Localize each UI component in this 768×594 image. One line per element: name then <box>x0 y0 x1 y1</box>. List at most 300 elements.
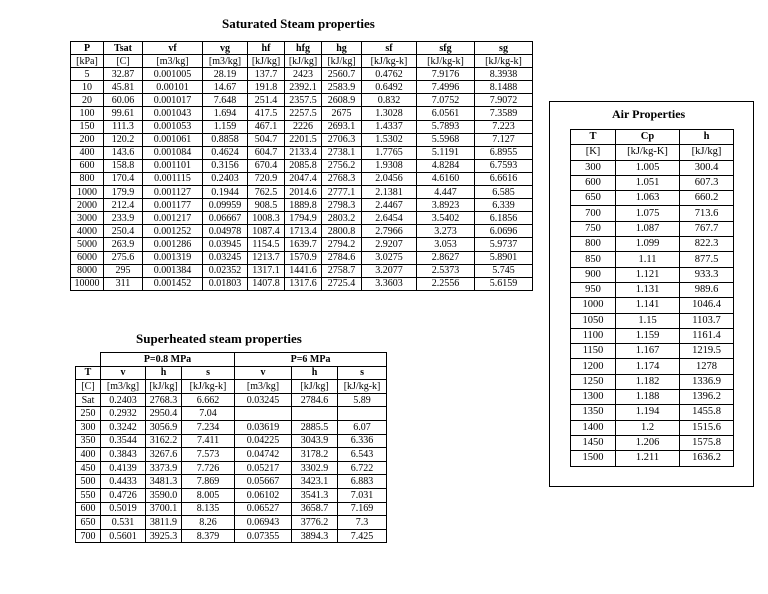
table-cell: 3776.2 <box>292 516 338 530</box>
table-cell: 2560.7 <box>322 68 362 81</box>
table-cell: 4.8284 <box>417 159 475 172</box>
table-cell: 0.3242 <box>101 420 146 434</box>
table-cell: 0.06527 <box>235 502 292 516</box>
table-cell: 1000 <box>71 186 104 199</box>
table-cell: 2.1381 <box>362 186 417 199</box>
table-cell: 200 <box>71 133 104 146</box>
table-cell: 4.6160 <box>417 172 475 185</box>
table-cell: 1.211 <box>616 451 680 466</box>
table-cell: 1317.1 <box>248 264 285 277</box>
table-cell: 2693.1 <box>322 120 362 133</box>
table-cell: 1100 <box>571 328 616 343</box>
table-cell: 0.832 <box>362 94 417 107</box>
table-row <box>571 191 734 206</box>
table-row <box>571 282 734 297</box>
table-cell: 158.8 <box>104 159 143 172</box>
table-cell: 3894.3 <box>292 529 338 543</box>
table-cell: 7.0752 <box>417 94 475 107</box>
table-row <box>71 186 533 199</box>
table-cell: 5.745 <box>475 264 533 277</box>
table-cell: 0.001127 <box>143 186 203 199</box>
table-cell: 0.3544 <box>101 434 146 448</box>
table-cell: 3.2077 <box>362 264 417 277</box>
saturated-unit-cell: [m3/kg] <box>143 55 203 68</box>
table-cell: 0.001452 <box>143 277 203 290</box>
table-cell: 191.8 <box>248 81 285 94</box>
table-cell: 0.04225 <box>235 434 292 448</box>
table-cell: 3.8923 <box>417 199 475 212</box>
air-body <box>571 160 734 466</box>
saturated-unit-cell: [kJ/kg] <box>248 55 285 68</box>
table-cell: 3043.9 <box>292 434 338 448</box>
table-cell: 0.03245 <box>203 251 248 264</box>
table-row <box>71 172 533 185</box>
saturated-header-cell: Tsat <box>104 42 143 55</box>
table-cell: 7.3 <box>338 516 387 530</box>
table-cell: 3.0275 <box>362 251 417 264</box>
table-cell: 7.869 <box>182 475 235 489</box>
table-cell: 0.8858 <box>203 133 248 146</box>
table-cell: 900 <box>571 267 616 282</box>
table-cell: 10000 <box>71 277 104 290</box>
table-cell: 100 <box>71 107 104 120</box>
table-cell: 600 <box>76 502 101 516</box>
table-cell: 1.075 <box>616 206 680 221</box>
table-row <box>571 328 734 343</box>
table-cell: 2201.5 <box>285 133 322 146</box>
table-cell: 6.0696 <box>475 225 533 238</box>
superheated-header-cell: h <box>292 366 338 380</box>
table-cell: 550 <box>76 488 101 502</box>
table-cell: 5 <box>71 68 104 81</box>
table-cell: 1154.5 <box>248 238 285 251</box>
table-cell: 0.05667 <box>235 475 292 489</box>
table-cell: 6.662 <box>182 393 235 407</box>
table-cell: 1000 <box>571 298 616 313</box>
table-cell: 989.6 <box>680 282 734 297</box>
table-cell: 1250 <box>571 374 616 389</box>
table-cell: 7.573 <box>182 448 235 462</box>
table-cell: 0.02352 <box>203 264 248 277</box>
table-cell: 2800.8 <box>322 225 362 238</box>
table-cell: 2768.3 <box>146 393 182 407</box>
table-cell: 0.001053 <box>143 120 203 133</box>
table-cell: 0.04742 <box>235 448 292 462</box>
table-cell: 0.4624 <box>203 146 248 159</box>
table-cell: 1.694 <box>203 107 248 120</box>
table-cell: 0.04978 <box>203 225 248 238</box>
table-cell: 0.06667 <box>203 212 248 225</box>
table-cell: 7.04 <box>182 407 235 421</box>
table-cell: 7.223 <box>475 120 533 133</box>
table-cell: 300.4 <box>680 160 734 175</box>
superheated-unit-cell: [m3/kg] <box>235 380 292 394</box>
table-cell: 0.09959 <box>203 199 248 212</box>
table-cell: 1.141 <box>616 298 680 313</box>
table-cell: 3590.0 <box>146 488 182 502</box>
table-cell: 3541.3 <box>292 488 338 502</box>
saturated-header-cell: vg <box>203 42 248 55</box>
table-cell: 0.6492 <box>362 81 417 94</box>
table-cell: 1713.4 <box>285 225 322 238</box>
table-cell: 0.4726 <box>101 488 146 502</box>
table-cell <box>338 407 387 421</box>
superheated-unit-cell: [kJ/kg-k] <box>338 380 387 394</box>
table-cell: 607.3 <box>680 175 734 190</box>
table-row <box>571 221 734 236</box>
table-cell: 2784.6 <box>292 393 338 407</box>
table-cell: 700 <box>571 206 616 221</box>
table-cell: 2.7966 <box>362 225 417 238</box>
table-cell: 1.7765 <box>362 146 417 159</box>
table-cell: 3925.3 <box>146 529 182 543</box>
table-row <box>571 237 734 252</box>
table-cell: 720.9 <box>248 172 285 185</box>
table-cell: 2014.6 <box>285 186 322 199</box>
table-cell: 850 <box>571 252 616 267</box>
superheated-header-row <box>76 366 387 380</box>
table-cell: 822.3 <box>680 237 734 252</box>
table-cell <box>235 407 292 421</box>
table-cell: 212.4 <box>104 199 143 212</box>
table-row <box>76 488 387 502</box>
table-cell: 2357.5 <box>285 94 322 107</box>
table-cell: 2583.9 <box>322 81 362 94</box>
table-cell: 233.9 <box>104 212 143 225</box>
table-cell: 800 <box>571 237 616 252</box>
table-cell: 1008.3 <box>248 212 285 225</box>
table-cell: 2725.4 <box>322 277 362 290</box>
table-cell: 5.1191 <box>417 146 475 159</box>
table-cell: 0.2403 <box>101 393 146 407</box>
table-cell: 0.03619 <box>235 420 292 434</box>
table-cell: 7.169 <box>338 502 387 516</box>
table-cell: 1636.2 <box>680 451 734 466</box>
table-cell: 1200 <box>571 359 616 374</box>
table-cell <box>292 407 338 421</box>
table-cell: 0.001115 <box>143 172 203 185</box>
table-cell: 6.0561 <box>417 107 475 120</box>
table-cell: 250 <box>76 407 101 421</box>
saturated-unit-cell: [kJ/kg-k] <box>362 55 417 68</box>
table-cell: 7.031 <box>338 488 387 502</box>
table-cell: 99.61 <box>104 107 143 120</box>
table-cell: 1.194 <box>616 405 680 420</box>
table-cell: 1500 <box>571 451 616 466</box>
table-row <box>571 374 734 389</box>
table-cell: 2758.7 <box>322 264 362 277</box>
table-cell: 5.89 <box>338 393 387 407</box>
table-cell: 660.2 <box>680 191 734 206</box>
air-unit-cell: [kJ/kg] <box>680 145 734 160</box>
table-cell: 1.206 <box>616 435 680 450</box>
table-row <box>76 502 387 516</box>
table-cell: 1.188 <box>616 390 680 405</box>
table-cell: 1.051 <box>616 175 680 190</box>
table-cell: 0.01803 <box>203 277 248 290</box>
table-cell: 650 <box>76 516 101 530</box>
table-cell: 4.447 <box>417 186 475 199</box>
table-cell: 2133.4 <box>285 146 322 159</box>
air-header-cell: T <box>571 130 616 145</box>
table-cell: 8.379 <box>182 529 235 543</box>
table-cell: 111.3 <box>104 120 143 133</box>
table-cell: 2798.3 <box>322 199 362 212</box>
air-properties-panel <box>549 101 754 487</box>
table-row <box>71 81 533 94</box>
table-cell: 1300 <box>571 390 616 405</box>
table-row <box>71 212 533 225</box>
table-cell: 1.11 <box>616 252 680 267</box>
table-cell: 5.9737 <box>475 238 533 251</box>
table-cell: 713.6 <box>680 206 734 221</box>
table-cell: 0.001286 <box>143 238 203 251</box>
table-cell: 2226 <box>285 120 322 133</box>
table-cell: 500 <box>76 475 101 489</box>
table-cell: 950 <box>571 282 616 297</box>
table-cell: 0.03245 <box>235 393 292 407</box>
table-cell: 7.4996 <box>417 81 475 94</box>
superheated-header-cell: v <box>101 366 146 380</box>
table-cell: 0.4762 <box>362 68 417 81</box>
saturated-unit-cell: [kJ/kg] <box>322 55 362 68</box>
table-cell: 3178.2 <box>292 448 338 462</box>
table-cell: 1400 <box>571 420 616 435</box>
table-cell: 1103.7 <box>680 313 734 328</box>
table-cell: 45.81 <box>104 81 143 94</box>
table-cell: 350 <box>76 434 101 448</box>
table-cell: 0.2403 <box>203 172 248 185</box>
table-cell: 7.411 <box>182 434 235 448</box>
table-cell: 6.07 <box>338 420 387 434</box>
table-cell: 8.1488 <box>475 81 533 94</box>
table-cell: 2675 <box>322 107 362 120</box>
superheated-header-cell: v <box>235 366 292 380</box>
table-cell: 8000 <box>71 264 104 277</box>
table-cell: 3423.1 <box>292 475 338 489</box>
table-row <box>76 461 387 475</box>
table-cell: 1.5302 <box>362 133 417 146</box>
table-cell: 1396.2 <box>680 390 734 405</box>
table-cell: 1794.9 <box>285 212 322 225</box>
table-cell: 3373.9 <box>146 461 182 475</box>
table-cell: 10 <box>71 81 104 94</box>
table-cell: 2.5373 <box>417 264 475 277</box>
table-cell: 1.159 <box>203 120 248 133</box>
table-cell: 0.001319 <box>143 251 203 264</box>
superheated-unit-cell: [C] <box>76 380 101 394</box>
table-cell: 3811.9 <box>146 516 182 530</box>
table-cell: 7.726 <box>182 461 235 475</box>
table-cell: 5.6159 <box>475 277 533 290</box>
table-cell: 3000 <box>71 212 104 225</box>
saturated-unit-cell: [kPa] <box>71 55 104 68</box>
saturated-header-cell: P <box>71 42 104 55</box>
table-row <box>76 448 387 462</box>
table-cell: 762.5 <box>248 186 285 199</box>
table-cell: 2.4467 <box>362 199 417 212</box>
table-cell: 877.5 <box>680 252 734 267</box>
table-cell: 467.1 <box>248 120 285 133</box>
table-cell: 0.4433 <box>101 475 146 489</box>
table-cell: 1450 <box>571 435 616 450</box>
table-row <box>571 451 734 466</box>
table-cell: 2.6454 <box>362 212 417 225</box>
table-row <box>71 107 533 120</box>
table-cell: 6000 <box>71 251 104 264</box>
table-cell: 1.4337 <box>362 120 417 133</box>
table-cell: 3.273 <box>417 225 475 238</box>
superheated-body <box>76 393 387 543</box>
table-cell: 60.06 <box>104 94 143 107</box>
saturated-header-cell: vf <box>143 42 203 55</box>
table-cell: 1350 <box>571 405 616 420</box>
table-row <box>71 225 533 238</box>
air-header-row <box>571 130 734 145</box>
table-cell: 0.001005 <box>143 68 203 81</box>
saturated-header-cell: hg <box>322 42 362 55</box>
table-cell: 1.121 <box>616 267 680 282</box>
table-cell: 7.9072 <box>475 94 533 107</box>
air-unit-cell: [kJ/kg-K] <box>616 145 680 160</box>
table-cell: 8.26 <box>182 516 235 530</box>
saturated-units-row <box>71 55 533 68</box>
saturated-unit-cell: [kJ/kg-k] <box>475 55 533 68</box>
table-row <box>76 516 387 530</box>
table-row <box>71 277 533 290</box>
table-cell: 1.2 <box>616 420 680 435</box>
table-cell: 0.001384 <box>143 264 203 277</box>
table-cell: 1219.5 <box>680 344 734 359</box>
table-cell: 2.0456 <box>362 172 417 185</box>
table-cell: 400 <box>71 146 104 159</box>
table-cell: 1575.8 <box>680 435 734 450</box>
table-cell: 1.159 <box>616 328 680 343</box>
table-cell: 3.5402 <box>417 212 475 225</box>
superheated-corner <box>76 353 101 367</box>
table-cell: 1050 <box>571 313 616 328</box>
table-row <box>71 120 533 133</box>
table-row <box>571 298 734 313</box>
table-cell: 5.5968 <box>417 133 475 146</box>
table-row <box>76 529 387 543</box>
table-cell: 2803.2 <box>322 212 362 225</box>
table-cell: 6.336 <box>338 434 387 448</box>
table-cell: 1455.8 <box>680 405 734 420</box>
table-cell: 2738.1 <box>322 146 362 159</box>
table-cell: 1.9308 <box>362 159 417 172</box>
table-cell: 0.06943 <box>235 516 292 530</box>
superheated-group-2: P=6 MPa <box>235 353 387 367</box>
table-row <box>71 264 533 277</box>
table-cell: 0.001084 <box>143 146 203 159</box>
table-cell: 120.2 <box>104 133 143 146</box>
table-row <box>76 407 387 421</box>
table-cell: 1150 <box>571 344 616 359</box>
superheated-units-row <box>76 380 387 394</box>
table-cell: 908.5 <box>248 199 285 212</box>
table-cell: 417.5 <box>248 107 285 120</box>
table-cell: 750 <box>571 221 616 236</box>
superheated-unit-cell: [kJ/kg] <box>146 380 182 394</box>
saturated-body <box>71 68 533 291</box>
table-cell: 6.8955 <box>475 146 533 159</box>
superheated-unit-cell: [kJ/kg-k] <box>182 380 235 394</box>
table-cell: 0.03945 <box>203 238 248 251</box>
table-cell: 0.07355 <box>235 529 292 543</box>
table-row <box>571 420 734 435</box>
table-row <box>71 68 533 81</box>
air-units-row <box>571 145 734 160</box>
table-cell: 1.099 <box>616 237 680 252</box>
table-cell: 8.135 <box>182 502 235 516</box>
table-cell: 1278 <box>680 359 734 374</box>
table-cell: 311 <box>104 277 143 290</box>
table-row <box>571 359 734 374</box>
table-cell: 28.19 <box>203 68 248 81</box>
table-cell: 250.4 <box>104 225 143 238</box>
table-cell: 7.3589 <box>475 107 533 120</box>
table-cell: 0.1944 <box>203 186 248 199</box>
table-cell: 0.001177 <box>143 199 203 212</box>
table-cell: 2777.1 <box>322 186 362 199</box>
table-row <box>71 159 533 172</box>
superheated-header-cell: T <box>76 366 101 380</box>
table-cell: 3162.2 <box>146 434 182 448</box>
table-cell: 7.234 <box>182 420 235 434</box>
table-cell: 170.4 <box>104 172 143 185</box>
superheated-header-cell: s <box>338 366 387 380</box>
table-cell: 7.425 <box>338 529 387 543</box>
table-cell: 0.531 <box>101 516 146 530</box>
table-cell: 251.4 <box>248 94 285 107</box>
table-cell: 0.4139 <box>101 461 146 475</box>
table-cell: 2794.2 <box>322 238 362 251</box>
table-cell: 2392.1 <box>285 81 322 94</box>
table-cell: 2257.5 <box>285 107 322 120</box>
table-cell: 2.8627 <box>417 251 475 264</box>
table-cell: 6.585 <box>475 186 533 199</box>
table-cell: 1.182 <box>616 374 680 389</box>
table-row <box>571 160 734 175</box>
table-cell: 2000 <box>71 199 104 212</box>
table-cell: 0.05217 <box>235 461 292 475</box>
table-cell: 3.3603 <box>362 277 417 290</box>
air-title: Air Properties <box>612 107 686 121</box>
table-cell: 400 <box>76 448 101 462</box>
superheated-steam-table <box>75 352 387 543</box>
table-cell: 3056.9 <box>146 420 182 434</box>
saturated-header-row <box>71 42 533 55</box>
table-cell: 1336.9 <box>680 374 734 389</box>
table-cell: 0.5601 <box>101 529 146 543</box>
table-cell: 2784.6 <box>322 251 362 264</box>
table-cell: 2885.5 <box>292 420 338 434</box>
table-cell: 3658.7 <box>292 502 338 516</box>
table-cell: 504.7 <box>248 133 285 146</box>
saturated-unit-cell: [m3/kg] <box>203 55 248 68</box>
saturated-steam-table <box>70 41 533 291</box>
table-row <box>571 390 734 405</box>
table-cell: 1639.7 <box>285 238 322 251</box>
table-cell: 275.6 <box>104 251 143 264</box>
table-cell: 4000 <box>71 225 104 238</box>
table-row <box>76 475 387 489</box>
table-cell: 0.001252 <box>143 225 203 238</box>
table-cell: 137.7 <box>248 68 285 81</box>
saturated-header-cell: sfg <box>417 42 475 55</box>
table-cell: 3267.6 <box>146 448 182 462</box>
